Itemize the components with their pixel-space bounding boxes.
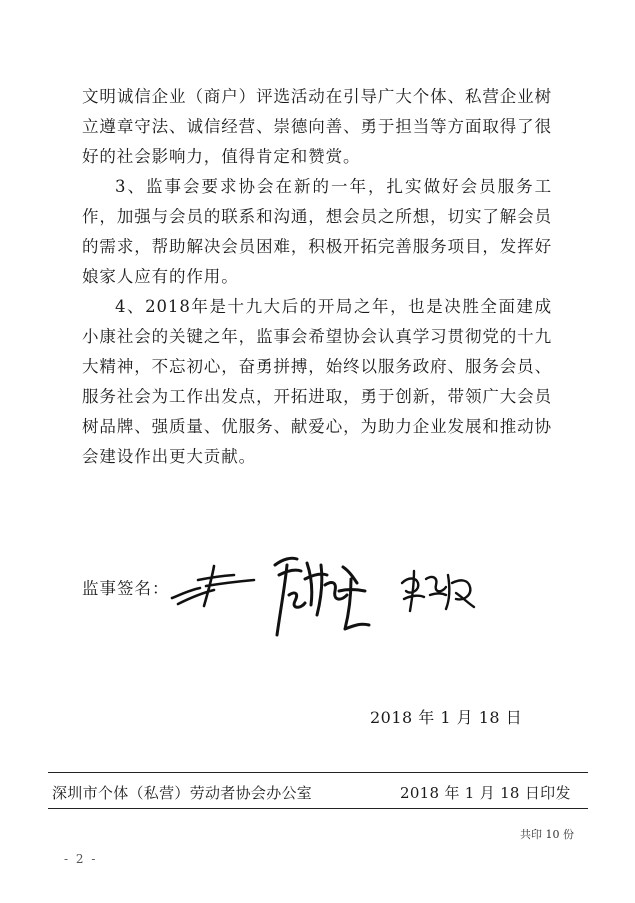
paragraph-item-4: 4、2018年是十九大后的开局之年，也是决胜全面建成小康社会的关键之年，监事会希望协会认真学习贯彻党的十九大精神，不忘初心，奋勇拼搏，始终以服务政府、服务会员、服务社会为工作出发点，开拓进取，勇于创新，带领广大会员树品牌、强质量、优服务、献爱心，为助力企业发展和推动协会建设作出更大贡献。 (82, 297, 552, 466)
document-date: 2018 年 1 月 18 日 (370, 708, 523, 727)
footer-rule-top (48, 772, 588, 773)
page-number: - 2 - (64, 852, 98, 866)
signature-label: 监事签名： (82, 579, 170, 598)
handwritten-signature-1 (168, 560, 258, 610)
handwritten-signature-2 (265, 545, 375, 645)
body-text (82, 82, 552, 472)
paragraph-continuation: 文明诚信企业（商户）评选活动在引导广大个体、私营企业树立遵章守法、诚信经营、崇德向善、勇于担当等方面取得了很好的社会影响力，值得肯定和赞赏。 (82, 87, 552, 166)
handwritten-signature-3 (398, 565, 478, 615)
footer-organization: 深圳市个体（私营）劳动者协会办公室 (52, 784, 313, 802)
paragraph-item-3: 3、监事会要求协会在新的一年，扎实做好会员服务工作，加强与会员的联系和沟通，想会员之所想，切实了解会员的需求，帮助解决会员困难，积极开拓完善服务项目，发挥好娘家人应有的作用。 (82, 177, 552, 286)
footer-rule-bottom (48, 808, 588, 809)
copies-count: 共印 10 份 (520, 828, 574, 841)
footer-issue-date: 2018 年 1 月 18 日印发 (400, 784, 571, 802)
